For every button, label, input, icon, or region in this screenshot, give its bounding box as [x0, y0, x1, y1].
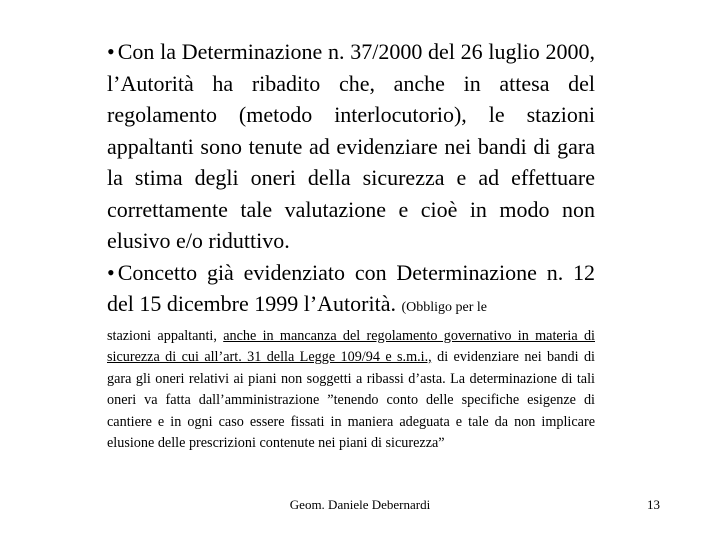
- paragraph-2-text: Concetto già evidenziato con Determinazione n. 12 del 15 dicembre 1999 l’Autorità.: [107, 259, 595, 316]
- note-text-start: stazioni appaltanti,: [107, 327, 224, 344]
- note-underlined-text: anche in mancanza del regolamento governativo in materia di sicurezza di cui all’art. 31 della Legge 109/94 e s.m.i.,: [107, 327, 595, 365]
- paragraph-1-text: Con la Determinazione n. 37/2000 del 26 luglio 2000, l’Autorità ha ribadito che, anche in attesa del regolamento (metodo interlocutorio), le stazioni appaltanti sono tenute ad evidenziare nei bandi di gara la stima degli oneri della sicurezza e ad effettuare correttamente tale valutazione e cioè in modo non elusivo e/o riduttivo.: [107, 39, 595, 253]
- bullet-paragraph-2: [107, 257, 595, 324]
- footer-author: Geom. Daniele Debernardi: [289, 497, 431, 512]
- paragraph-2-note-start: (Obbligo per le: [401, 300, 488, 315]
- note-text-end: di evidenziare nei bandi di gara gli oneri relativi ai piani non soggetti a ribassi d’asta. La determinazione di tali oneri va fatta dall’amministrazione ”tenendo conto delle specifiche esigenze di cantiere e in ogni caso essere fissati in maniera adeguata e tale da non implicare elusione delle prescrizioni contenute nei piani di sicurezza”: [107, 349, 595, 451]
- bullet-icon: •: [107, 259, 115, 285]
- bullet-paragraph-1: [107, 36, 595, 257]
- note-paragraph: [107, 326, 595, 455]
- slide-body: [107, 36, 595, 455]
- page-number: 13: [647, 497, 660, 512]
- bullet-icon: •: [107, 39, 115, 64]
